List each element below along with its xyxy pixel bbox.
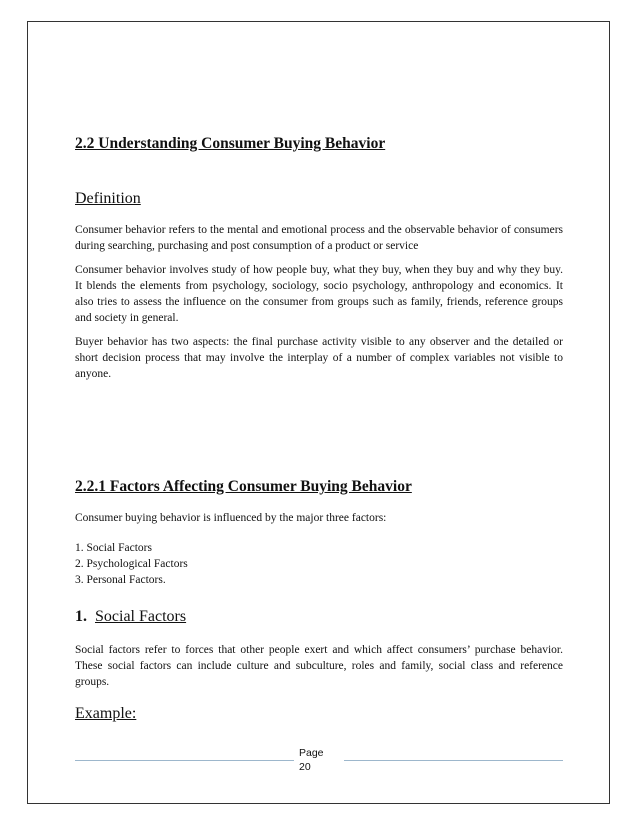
paragraph-definition: Consumer behavior refers to the mental and emotional process and the observable behavior of consumers during searching, purchasing and post consumption of a product or service xyxy=(75,224,563,252)
factors-list xyxy=(75,540,188,588)
page-number: 20 xyxy=(299,761,311,773)
paragraph-consumer-behavior: Consumer behavior involves study of how people buy, what they buy, when they buy and why they buy. It blends the elements from psychology, sociology, socio psychology, anthropology and economics. It also tries to assess the influence on the consumer from groups such as family, friends, reference groups and society in general. xyxy=(75,264,563,324)
social-factors-number: 1. xyxy=(75,608,87,625)
factors-intro: Consumer buying behavior is influenced by the major three factors: xyxy=(75,512,387,524)
paragraph-social-factors: Social factors refer to forces that other people exert and which affect consumers’ purchase behavior. These social factors can include culture and subculture, roles and family, social class and reference groups. xyxy=(75,644,563,688)
footer-rule-left xyxy=(75,760,294,761)
definition-heading: Definition xyxy=(75,190,141,207)
footer-rule-right xyxy=(344,760,563,761)
social-factors-label: Social Factors xyxy=(95,608,187,625)
section-title: 2.2 Understanding Consumer Buying Behavior xyxy=(75,135,386,152)
subsection-title: 2.2.1 Factors Affecting Consumer Buying Behavior xyxy=(75,478,412,495)
example-heading: Example: xyxy=(75,705,137,722)
list-item: 3. Personal Factors. xyxy=(75,574,166,586)
paragraph-buyer-behavior: Buyer behavior has two aspects: the final purchase activity visible to any observer and the detailed or short decision process that may involve the interplay of a number of complex variables not visible to anyone. xyxy=(75,336,563,380)
page-label: Page xyxy=(299,747,324,759)
list-item: 1. Social Factors xyxy=(75,542,152,554)
social-factors-heading xyxy=(75,608,186,626)
page-number-block xyxy=(299,746,324,774)
list-item: 2. Psychological Factors xyxy=(75,558,188,570)
